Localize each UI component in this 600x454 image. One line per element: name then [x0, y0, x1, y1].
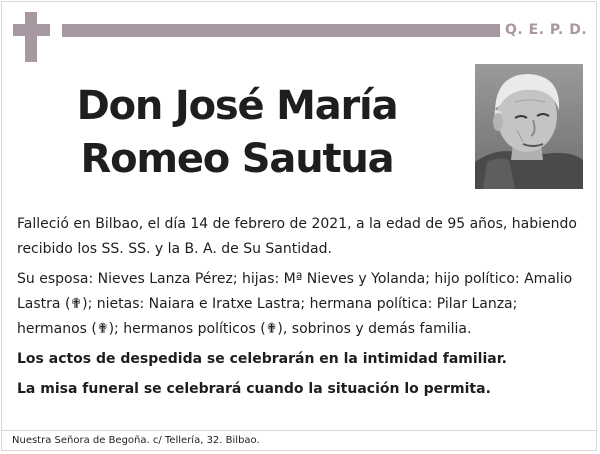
- cross-icon: [25, 12, 37, 62]
- deceased-photo: [475, 64, 583, 189]
- qepd-label: Q. E. P. D.: [505, 22, 588, 38]
- deceased-name-line1: Don José María: [76, 83, 398, 129]
- deceased-name: [22, 80, 452, 186]
- footer-address: Nuestra Señora de Begoña. c/ Tellería, 32. Bilbao.: [12, 435, 260, 446]
- farewell-notice: Los actos de despedida se celebrarán en la intimidad familiar.: [17, 351, 507, 367]
- deceased-name-line2: Romeo Sautua: [80, 136, 394, 182]
- portrait-image: [475, 64, 583, 189]
- header-rule: [62, 24, 500, 37]
- funeral-mass-notice: La misa funeral se celebrará cuando la situación lo permita.: [17, 381, 491, 397]
- obituary-text: [17, 212, 587, 407]
- cross-icon-bar: [13, 24, 50, 36]
- death-notice-paragraph: Falleció en Bilbao, el día 14 de febrero de 2021, a la edad de 95 años, habiendo recibido los SS. SS. y la B. A. de Su Santidad.: [17, 216, 577, 257]
- obituary-card: [1, 1, 597, 451]
- family-paragraph: Su esposa: Nieves Lanza Pérez; hijas: Mª Nieves y Yolanda; hijo político: Amalio Lastra (✟); nietas: Naiara e Iratxe Lastra; hermana política: Pilar Lanza; hermanos (✟); hermanos políticos (✟), sobrinos y demás familia.: [17, 271, 573, 337]
- footer-divider: [2, 430, 598, 431]
